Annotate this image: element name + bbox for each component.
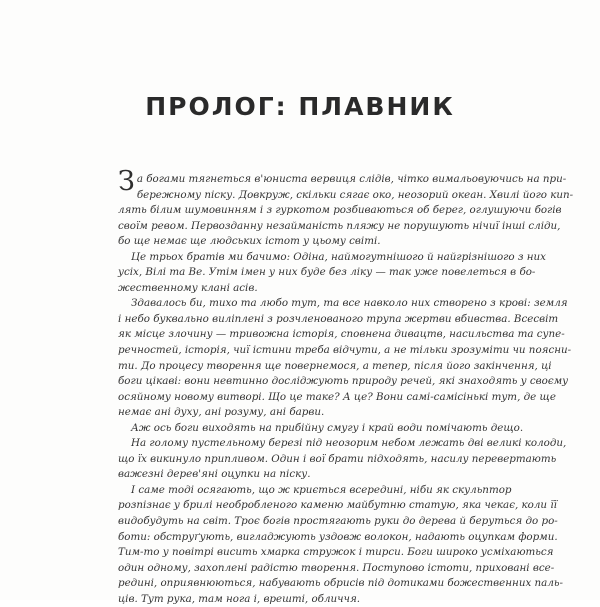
text-line: Аж ось боги виходять на прибійну смугу і край води помічають дещо. <box>131 421 524 434</box>
text-line: і небо буквально виліплені з розчленованого трупа жертви вбивства. Всесвіт <box>118 312 559 325</box>
text-line: І саме тоді осягають, що ж криється всередині, ніби як скульптор <box>131 483 512 496</box>
text-line: боти: обструґують, вигладжують уздовж волокон, надають оцупкам форми. <box>118 530 558 543</box>
text-line: лять білим шумовинням і з гуркотом розбиваються об берег, оглушуючи богів <box>118 204 562 217</box>
text-line: Це трьох братів ми бачимо: Одіна, наймогутнішого й найгрізнішого з них <box>131 250 546 263</box>
text-line: речностей, історія, чиї істини треба відчути, а не тільки зрозуміти чи поясни- <box>118 344 572 357</box>
text-line-content: а богами тягнеться в'юнистa вервиця слідів, чітко вимальовуючись на при- <box>136 173 567 185</box>
text-line: осяйному новому витворі. Що це таке? А це? Вони самі-самісінькі тут, де ще <box>118 390 556 403</box>
text-line: боги цікаві: вони невтинно досліджують природу речей, які знаходять у своєму <box>118 375 569 388</box>
text-line: один одному, захоплені радістю творення. Поступово істоти, приховані все- <box>118 561 555 574</box>
text-line: важезні дерев'яні оцупки на піску. <box>118 468 311 481</box>
text-line: видобудуть на світ. Троє богів простягають руки до дерева й беруться до ро- <box>118 515 558 528</box>
text-line: редині, оприявнюються, набувають обрисів під дотиками божественних паль- <box>118 577 563 590</box>
drop-cap-letter: З <box>118 166 135 197</box>
text-line: бо ще немає ще людських істот у цьому світі. <box>118 235 381 248</box>
text-line: як місце злочину — тривожна історія, сповнена дивацтв, насильства та супе- <box>118 328 565 341</box>
text-line: Здавалось би, тихо та любо тут, та все навколо них створено з крові: земля <box>131 297 568 310</box>
text-line: бережному піску. Довкруж, скільки сягає око, неозорий океан. Хвилі його кип- <box>136 188 574 201</box>
text-line: жественному клані асів. <box>118 281 258 294</box>
text-line: розпізнає у брилі необробленого каменю майбутню статую, яка чекає, коли її <box>118 499 557 512</box>
body-text <box>118 166 574 607</box>
text-line: Тим-то у повітрі висить хмарка стружок і тирси. Боги широко усміхаються <box>118 546 554 559</box>
text-line: що їх викинуло припливом. Один і вої брати підходять, насилу перевертають <box>118 452 557 465</box>
text-line: усіх, Вілі та Ве. Утім імен у них буде без ліку — так уже повелеться в бо- <box>118 266 536 279</box>
text-line: своїм ревом. Первозданну незайманість пляжу не порушують нічиї інші сліди, <box>118 219 561 232</box>
text-line: На голому пустельному березі під неозорим небом лежать дві великі колоди, <box>131 437 567 450</box>
text-line: ців. Тут рука, там нога і, врешті, обличчя. <box>118 592 361 605</box>
text-line: ти. До процесу творення ще повернемося, а тепер, після його закінчення, ці <box>118 359 552 372</box>
text-line: немає ані духу, ані розуму, ані барви. <box>118 406 325 419</box>
chapter-title: ПРОЛОГ: ПЛАВНИК <box>145 92 455 121</box>
